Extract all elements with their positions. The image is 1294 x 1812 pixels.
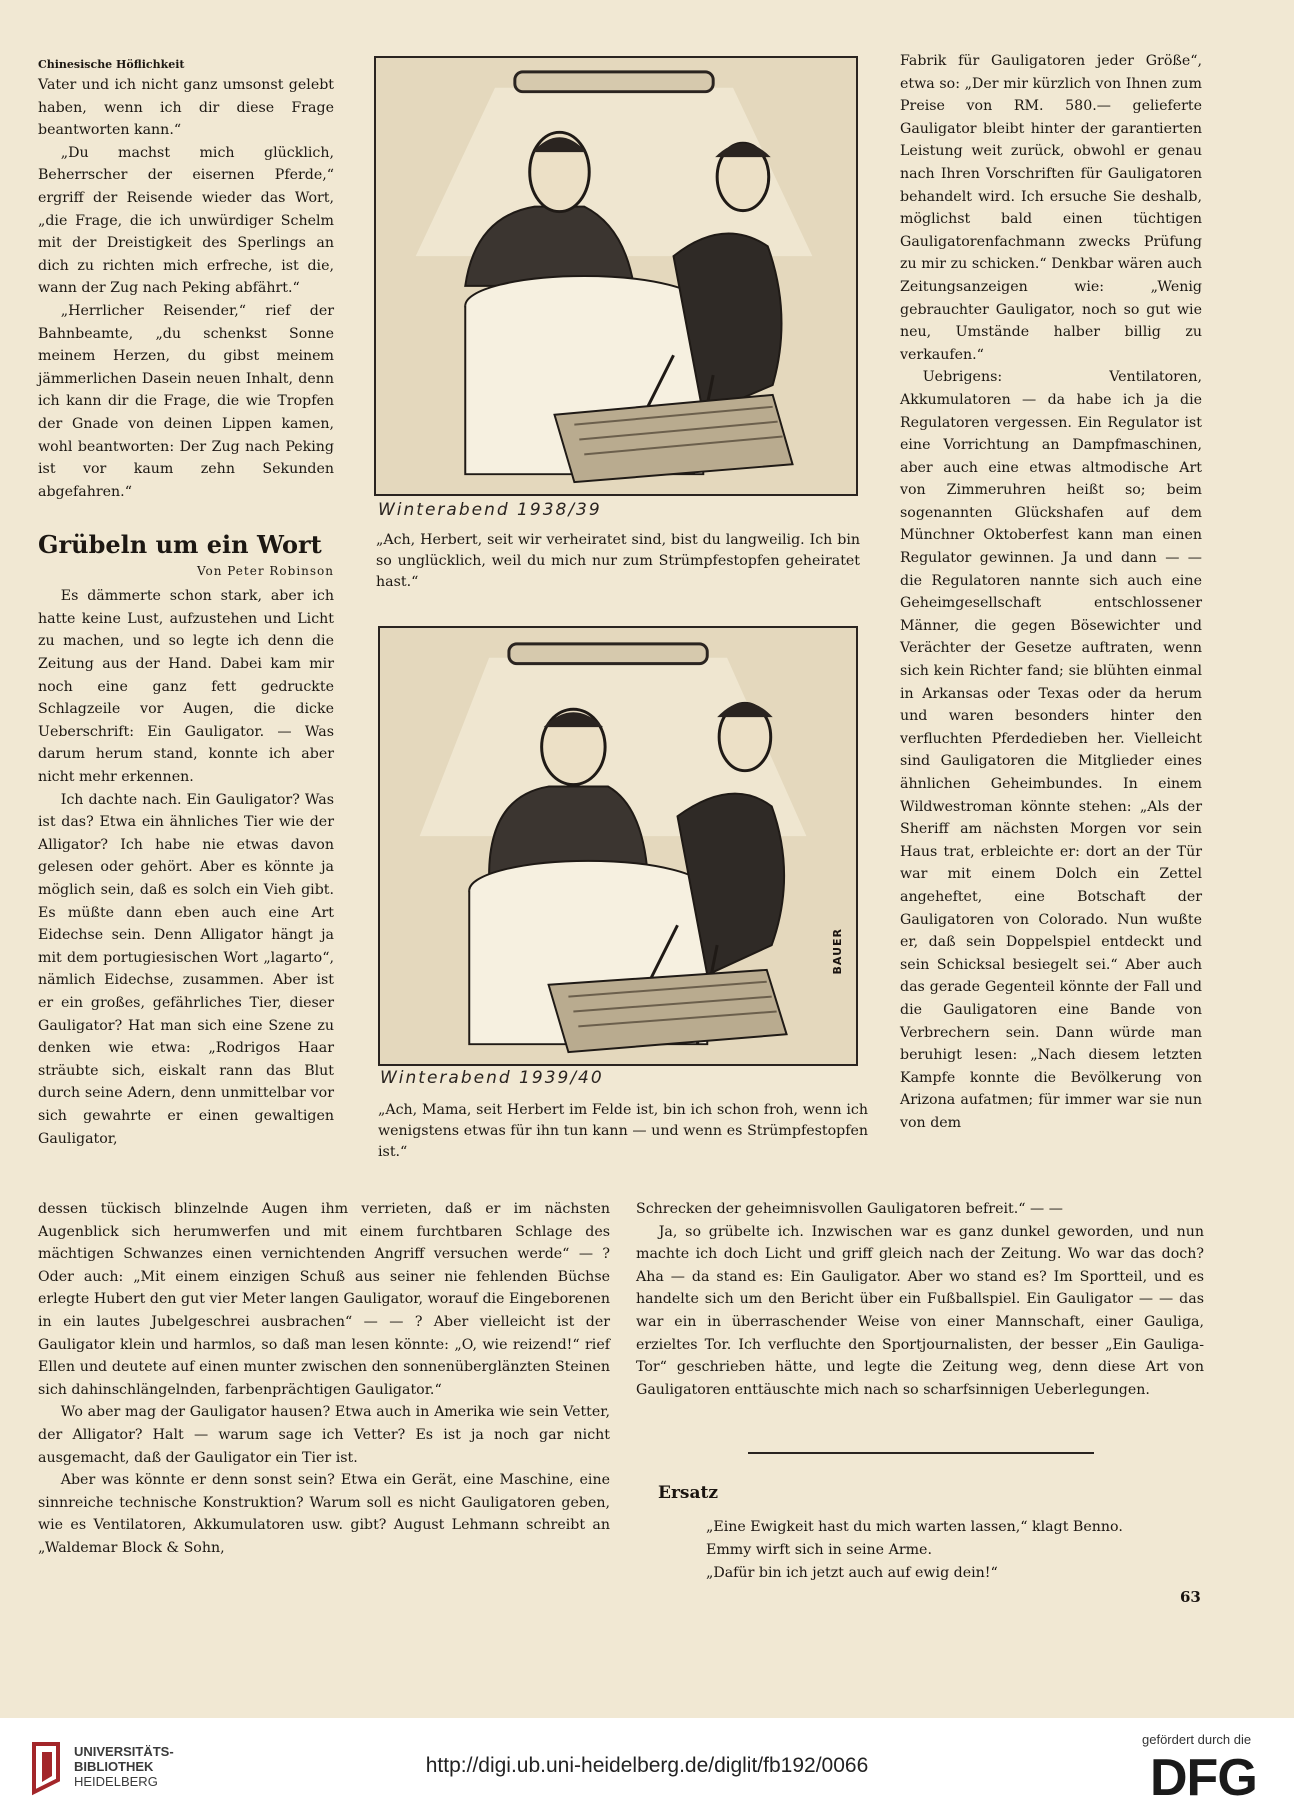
source-url-link[interactable]: http://digi.ub.uni-heidelberg.de/diglit/fb192/0066 — [425, 1754, 869, 1777]
cartoon-drawing — [376, 58, 856, 494]
running-head: Chinesische Höflichkeit — [38, 58, 185, 71]
illustration-winterabend-1938 — [374, 56, 858, 496]
ersatz-title: Ersatz — [658, 1483, 719, 1503]
library-name-line: HEIDELBERG — [74, 1774, 158, 1789]
paragraph: Fabrik für Gauligatoren jeder Größe“, etwa so: „Der mir kürzlich von Ihnen zum Preise von RM. 580.— gelieferte Gauligator bleibt hinter der garantierten Leistung weit zurück, obwohl er genau nach Ihren Vorschriften für Gauligatoren behandelt wird. Ich ersuche Sie deshalb, möglichst bald einen tüchtigen Gauligatorenfachmann zwecks Prüfung zu mir zu schicken.“ Denkbar wären auch Zeitungsanzeigen wie: „Wenig gebrauchter Gauligator, noch so gut wie neu, Umstände halber billig zu verkaufen.“ — [900, 53, 1202, 363]
footer — [0, 1718, 1294, 1812]
left-column — [38, 56, 334, 1150]
library-name-line: BIBLIOTHEK — [74, 1759, 154, 1774]
paragraph: Schrecken der geheimnisvollen Gauligatoren befreit.“ — — — [636, 1201, 1063, 1217]
paragraph: dessen tückisch blinzelnde Augen ihm verrieten, daß er im nächsten Augenblick sich herumwerfen und mit einem furchtbaren Schlage des mächtigen Schwanzes einen vernichtenden Angriff versuchen werde“ — ? Oder auch: „Mit einem einzigen Schuß aus seiner nie fehlenden Büchse erlegte Hubert den gut vier Meter langen Gauligator, worauf die Eingeborenen in ein lautes Jubelgeschrei ausbrachen“ — — ? Aber vielleicht ist der Gauligator klein und harmlos, so daß man lesen könnte: „O, wie reizend!“ rief Ellen und deutete auf einen munter zwischen den sonnenüberglänzten Steinen sich dahinschlängelnden, farbenprächtigen Gauligator.“ — [38, 1201, 610, 1398]
ersatz-text — [706, 1516, 1206, 1585]
paragraph: Uebrigens: Ventilatoren, Akkumulatoren — da habe ich ja die Regulatoren vergessen. Ein Regulator ist eine Vorrichtung an Dampfmaschinen, aber auch eine etwas altmodische Art von Zimmeruhren heißt so; beim sogenannten Glückshafen auf dem Münchner Oktoberfest kann man einen Regulator gewinnen. Ja und dann — — die Regulatoren nannte sich auch eine Geheimgesellschaft entschlossener Männer, die gegen Bösewichter und Verächter der Gesetze auftraten, wenn sich kein Richter fand; sie blühten einmal in Arkansas oder Texas oder da herum und waren besonders hinter den verfluchten Pferdedieben her. Vielleicht sind Gauligatoren die Mitglieder eines ähnlichen Geheimbundes. In einem Wildwestroman könnte stehen: „Als der Sheriff am nächsten Morgen vor sein Haus trat, erbleichte er: dort an der Tür war mit einem Dolch ein Zettel angeheftet, eine Botschaft der Gauligatoren von Colorado. Nun wußte er, daß sein Doppelspiel entdeckt und sein Schicksal besiegelt sei.“ Aber auch das gerade Gegenteil könnte der Fall und die Gauligatoren eine Bande von Verbrechern sein. Dann würde man beruhigt lesen: „Nach diesem letzten Kampfe konnte die Bevölkerung von Arizona aufatmen; für immer war sie nun von dem — [900, 369, 1202, 1131]
illustration-winterabend-1939 — [378, 626, 858, 1066]
bottom-left-column — [38, 1198, 610, 1560]
section-divider — [748, 1452, 1094, 1454]
paragraph: Vater und ich nicht ganz umsonst gelebt haben, wenn ich dir diese Frage beantworten kann.“ — [38, 77, 334, 139]
library-name-line: UNIVERSITÄTS- — [74, 1744, 174, 1759]
illustration-caption: „Ach, Mama, seit Herbert im Felde ist, bin ich schon froh, wenn ich wenigstens etwas für ihn tun kann — und wenn es Strümpfestopfen ist.“ — [378, 1102, 868, 1160]
paragraph: Ja, so grübelte ich. Inzwischen war es ganz dunkel geworden, und nun machte ich doch Licht und griff gleich nach der Zeitung. Wo war das doch? Aha — da stand es: Ein Gauligator. Aber wo stand es? Im Sportteil, und es handelte sich um den Bericht über ein Fußballspiel. Ein Gauligator — — das war ein in überraschender Weise von einer Mannschaft, einer Gauliga, erzieltes Tor. Ich verfluchte den Sportjournalisten, der besser „Ein Gauliga-Tor“ geschrieben hätte, und legte die Zeitung weg, denn diese Art von Gauligatoren enttäuschte mich nach so scharfsinnigen Ueberlegungen. — [636, 1223, 1204, 1398]
dfg-logo: DFG — [1150, 1749, 1257, 1807]
section-title: Grübeln um ein Wort — [38, 530, 322, 560]
bottom-right-column — [636, 1198, 1204, 1401]
artist-signature: BAUER — [831, 928, 844, 975]
ersatz-line: Emmy wirft sich in seine Arme. — [706, 1542, 932, 1558]
ersatz-line: „Eine Ewigkeit hast du mich warten lassen,“ klagt Benno. — [706, 1519, 1123, 1535]
ersatz-line: „Dafür bin ich jetzt auch auf ewig dein!“ — [706, 1565, 998, 1581]
cartoon-drawing — [380, 628, 856, 1064]
right-column — [900, 50, 1202, 1135]
byline: Von Peter Robinson — [196, 564, 334, 579]
funding-text: gefördert durch die — [1142, 1732, 1252, 1747]
paragraph: „Herrlicher Reisender,“ rief der Bahnbeamte, „du schenkst Sonne meinem Herzen, du gibst meinem jämmerlichen Dasein neuen Inhalt, denn ich kann dir die Frage, die wie Tropfen der Gnade von deinen Lippen kamen, wohl beantworten: Der Zug nach Peking ist vor kaum zehn Sekunden abgefahren.“ — [38, 302, 334, 500]
illustration-label: Winterabend 1938/39 — [378, 500, 602, 520]
page-number: 63 — [1180, 1588, 1201, 1606]
illustration-caption: „Ach, Herbert, seit wir verheiratet sind, bist du langweilig. Ich bin so unglücklich, weil du mich nur zum Strümpfestopfen geheiratet hast.“ — [376, 532, 860, 590]
paragraph: Ich dachte nach. Ein Gauligator? Was ist das? Etwa ein ähnliches Tier wie der Alligator? Ich habe nie etwas davon gelesen oder gehört. Aber es könnte ja möglich sein, daß es solch ein Vieh gibt. Es müßte dann eben auch eine Art Eidechse sein. Denn Alligator hängt ja mit dem portugiesischen Wort „lagarto“, nämlich Eidechse, zusammen. Aber ist er ein großes, gefährliches Tier, dieser Gauligator? Hat man sich eine Szene zu denken wie etwa: „Rodrigos Haar sträubte sich, eiskalt rann das Blut durch seine Adern, denn unmittelbar vor sich gewahrte er einen gewaltigen Gauligator, — [38, 791, 334, 1147]
paragraph: Aber was könnte er denn sonst sein? Etwa ein Gerät, eine Maschine, eine sinnreiche technische Konstruktion? Warum soll es nicht Gauligatoren geben, wie es Ventilatoren, Akkumulatoren usw. gibt? August Lehmann schreibt an „Waldemar Block & Sohn, — [38, 1472, 610, 1556]
paragraph: Es dämmerte schon stark, aber ich hatte keine Lust, aufzustehen und Licht zu machen, und so legte ich denn die Zeitung aus der Hand. Dabei kam mir noch eine ganz fett gedruckte Schlagzeile vor Augen, die dicke Ueberschrift: Ein Gauligator. — Was darum herum stand, konnte ich aber nicht mehr erkennen. — [38, 588, 334, 786]
paragraph: „Du machst mich glücklich, Beherrscher der eisernen Pferde,“ ergriff der Reisende wieder das Wort, „die Frage, die ich unwürdiger Schelm mit der Dreistigkeit des Sperlings an dich zu richten mich erfreche, ist die, wann der Zug nach Peking abfährt.“ — [38, 144, 334, 297]
illustration-label: Winterabend 1939/40 — [380, 1068, 604, 1088]
paragraph: Wo aber mag der Gauligator hausen? Etwa auch in Amerika wie sein Vetter, der Alligator? Halt — warum sage ich Vetter? Es ist ja noch gar nicht ausgemacht, daß der Gauligator ein Tier ist. — [38, 1404, 610, 1466]
